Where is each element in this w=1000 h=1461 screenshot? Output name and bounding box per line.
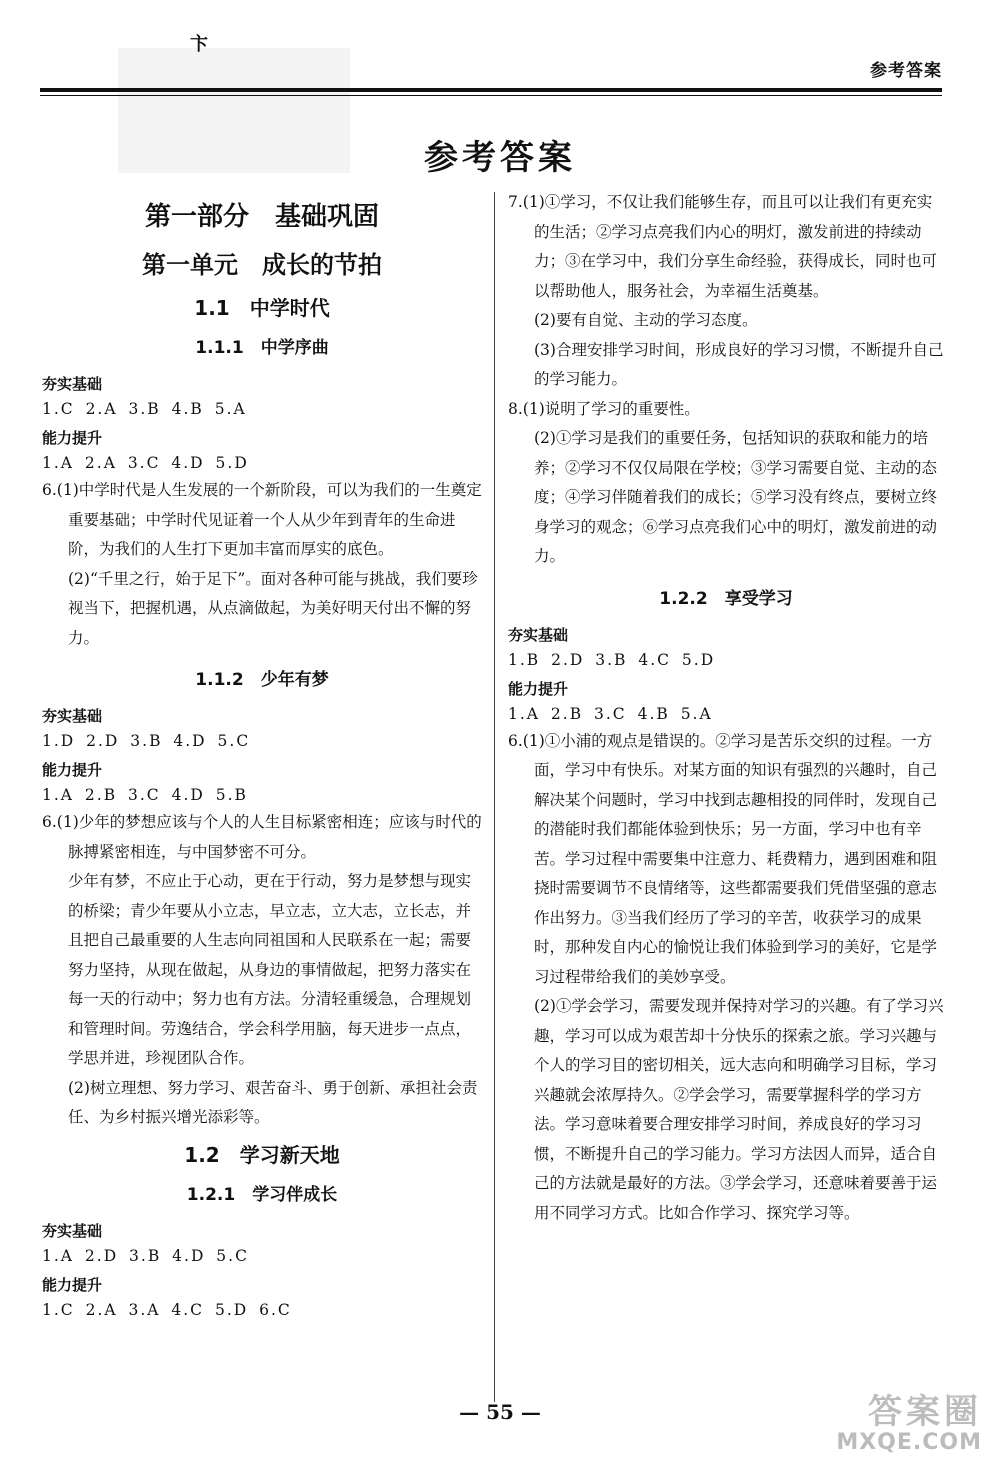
block-label: 能力提升: [42, 761, 103, 779]
subsection-title: 1.2.2 享受学习: [659, 588, 793, 609]
header-rule-thin: [40, 95, 942, 96]
page-title: 参考答案: [424, 138, 576, 178]
right-column: [508, 188, 944, 1228]
running-header: 参考答案: [870, 61, 942, 81]
answer-paragraph: (2)①学习是我们的重要任务，包括知识的获取和能力的培养；②学习不仅仅局限在学校；③学习需要自觉、主动的态度；④学习伴随着我们的成长；⑤学习没有终点，要树立终身学习的观念；⑥学习点亮我们心中的明灯，激发前进的动力。: [534, 429, 938, 565]
answer-paragraph: (2)树立理想、努力学习、艰苦奋斗、勇于创新、承担社会责任、为乡村振兴增光添彩等。: [68, 1078, 478, 1126]
answer-paragraph: 8.(1)说明了学习的重要性。: [508, 399, 700, 418]
answer-paragraph: 6.(1)①小浦的观点是错误的。②学习是苦乐交织的过程。一方面，学习中有快乐。对某方面的知识有强烈的兴趣时，自己解决某个问题时，学习中找到志趣相投的同伴时，发现自己的潜能时我们都能体验到快乐；另一方面，学习中也有辛苦。学习过程中需要集中注意力、耗费精力，遇到困难和阻挠时需要调节不良情绪等，这些都需要我们凭借坚强的意志作出努力。③当我们经历了学习的辛苦，收获学习的成果时，那种发自内心的愉悦让我们体验到学习的美好，它是学习过程带给我们的美妙享受。: [508, 731, 938, 986]
block-label: 夯实基础: [42, 707, 103, 725]
section-title: 1.1 中学时代: [194, 296, 330, 320]
page-number: — 55 —: [459, 1400, 541, 1424]
column-divider: [494, 192, 495, 1402]
header-rule: [40, 88, 942, 92]
answer-paragraph: (3)合理安排学习时间，形成良好的学习习惯，不断提升自己的学习能力。: [534, 340, 944, 388]
block-label: 夯实基础: [508, 625, 569, 644]
watermark: [836, 1394, 982, 1456]
subsection-title: 1.1.2 少年有梦: [195, 670, 329, 690]
subsection-title: 1.1.1 中学序曲: [195, 338, 329, 358]
block-label: 夯实基础: [42, 1221, 103, 1240]
answer-line: 1.A 2.B 3.C 4.B 5.A: [508, 704, 713, 723]
answer-line: 1.A 2.B 3.C 4.D 5.B: [42, 786, 248, 804]
answer-line: 1.A 2.D 3.B 4.D 5.C: [42, 1246, 249, 1265]
subsection-title: 1.2.1 学习伴成长: [186, 1184, 338, 1205]
answer-paragraph: (2)“千里之行，始于足下”。面对各种可能与挑战，我们要珍视当下，把握机遇，从点滴做起，为美好明天付出不懈的努力。: [68, 569, 478, 647]
part-title: 第一部分 基础巩固: [144, 202, 379, 232]
block-label: 能力提升: [42, 1275, 103, 1294]
watermark-text: 答案圈: [868, 1392, 982, 1432]
corner-mark: 卞: [190, 34, 208, 55]
left-column: [42, 188, 482, 1323]
answer-paragraph: (2)要有自觉、主动的学习态度。: [534, 311, 758, 329]
answer-paragraph: (2)①学会学习，需要发现并保持对学习的兴趣。有了学习兴趣，学习可以成为艰苦却十分快乐的探索之旅。学习兴趣与个人的学习目的密切相关，远大志向和明确学习目标，学习兴趣就会浓厚持久。②学会学习，需要掌握科学的学习方法。学习意味着要合理安排学习时间，养成良好的学习习惯，不断提升自己的学习能力。学习方法因人而异，适合自己的方法就是最好的方法。③学会学习，还意味着要善于运用不同学习方式。比如合作学习、探究学习等。: [534, 997, 944, 1222]
answer-paragraph: 7.(1)①学习，不仅让我们能够生存，而且可以让我们有更充实的生活；②学习点亮我们内心的明灯，激发前进的持续动力；③在学习中，我们分享生命经验，获得成长，同时也可以帮助他人，服务社会，为幸福生活奠基。: [508, 193, 938, 300]
answer-line: 1.C 2.A 3.B 4.B 5.A: [42, 400, 247, 418]
block-label: 能力提升: [508, 679, 569, 698]
section-title: 1.2 学习新天地: [184, 1142, 340, 1167]
answer-line: 1.D 2.D 3.B 4.D 5.C: [42, 732, 251, 750]
block-label: 能力提升: [42, 429, 103, 447]
unit-title: 第一单元 成长的节拍: [142, 251, 382, 279]
watermark-url: MXQE.COM: [836, 1430, 982, 1456]
block-label: 夯实基础: [42, 375, 103, 393]
answer-paragraph: 6.(1)中学时代是人生发展的一个新阶段，可以为我们的一生奠定重要基础；中学时代见证着一个人从少年到青年的生命进阶，为我们的人生打下更加丰富而厚实的底色。: [42, 481, 482, 558]
answer-paragraph: 6.(1)少年的梦想应该与个人的人生目标紧密相连；应该与时代的脉搏紧密相连，与中国梦密不可分。: [42, 813, 482, 861]
answer-paragraph: 少年有梦，不应止于心动，更在于行动，努力是梦想与现实的桥梁；青少年要从小立志，早立志，立大志，立长志，并且把自己最重要的人生志向同祖国和人民联系在一起；需要努力坚持，从现在做起，从身边的事情做起，把努力落实在每一天的行动中；努力也有方法。分清轻重缓急，合理规划和管理时间。劳逸结合，学会科学用脑，每天进步一点点，学思并进，珍视团队合作。: [68, 872, 472, 1067]
answer-line: 1.B 2.D 3.B 4.C 5.D: [508, 650, 716, 669]
answer-line: 1.A 2.A 3.C 4.D 5.D: [42, 454, 249, 472]
answer-line: 1.C 2.A 3.A 4.C 5.D 6.C: [42, 1300, 292, 1319]
